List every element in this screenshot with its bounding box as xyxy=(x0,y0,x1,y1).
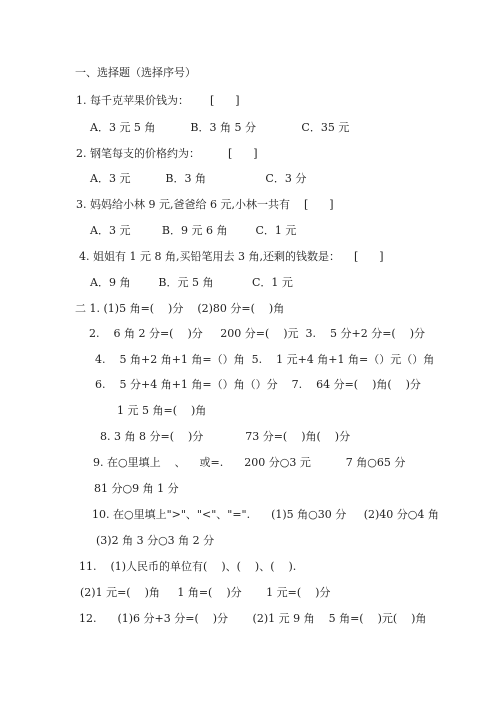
section2-line-10: (3)2 角 3 分○3 角 2 分 xyxy=(96,534,215,547)
question-2-stem: 2. 钢笔每支的价格约为： [ ] xyxy=(76,147,258,160)
section2-line-5: 1 元 5 角=( )角 xyxy=(117,404,207,417)
section2-line-1: 二 1. (1)5 角=( )分 (2)80 分=( )角 xyxy=(75,302,285,315)
section2-line-9: 10. 在○里填上">"、"<"、"=". (1)5 角○30 分 (2)40 分○4 角 xyxy=(92,508,439,521)
section2-line-11: 11. (1)人民币的单位有( )、( )、( ). xyxy=(79,560,297,573)
section1-title: 一、选择题（选择序号） xyxy=(75,66,196,79)
section2-line-13: 12. (1)6 分+3 分=( )分 (2)1 元 9 角 5 角=( )元( )角 xyxy=(79,612,427,625)
question-2-options: A．3 元 B．3 角 C．3 分 xyxy=(90,172,307,185)
question-4-stem: 4. 姐姐有 1 元 8 角,买铅笔用去 3 角,还剩的钱数是： [ ] xyxy=(79,250,384,263)
section2-line-12: (2)1 元=( )角 1 角=( )分 1 元=( )分 xyxy=(80,586,331,599)
question-3-stem: 3. 妈妈给小林 9 元,爸爸给 6 元,小林一共有 [ ] xyxy=(76,198,334,211)
question-4-options: A．9 角 B．元 5 角 C．1 元 xyxy=(90,276,293,289)
question-1-stem: 1. 每千克苹果价钱为： [ ] xyxy=(76,94,240,107)
section2-line-4: 6. 5 分+4 角+1 角=（）角（）分 7. 64 分=( )角( )分 xyxy=(95,378,421,391)
section2-line-8: 81 分○9 角 1 分 xyxy=(94,482,179,495)
section2-line-3: 4. 5 角+2 角+1 角=（）角 5. 1 元+4 角+1 角=（）元（）角 xyxy=(95,353,435,366)
section2-line-2: 2. 6 角 2 分=( )分 200 分=( )元 3. 5 分+2 分=( )分 xyxy=(89,327,425,340)
section2-line-7: 9. 在○里填上 、 或=. 200 分○3 元 7 角○65 分 xyxy=(93,456,406,469)
question-1-options: A．3 元 5 角 B．3 角 5 分 C．35 元 xyxy=(90,121,350,134)
question-3-options: A．3 元 B．9 元 6 角 C．1 元 xyxy=(90,224,297,237)
section2-line-6: 8. 3 角 8 分=( )分 73 分=( )角( )分 xyxy=(100,430,351,443)
